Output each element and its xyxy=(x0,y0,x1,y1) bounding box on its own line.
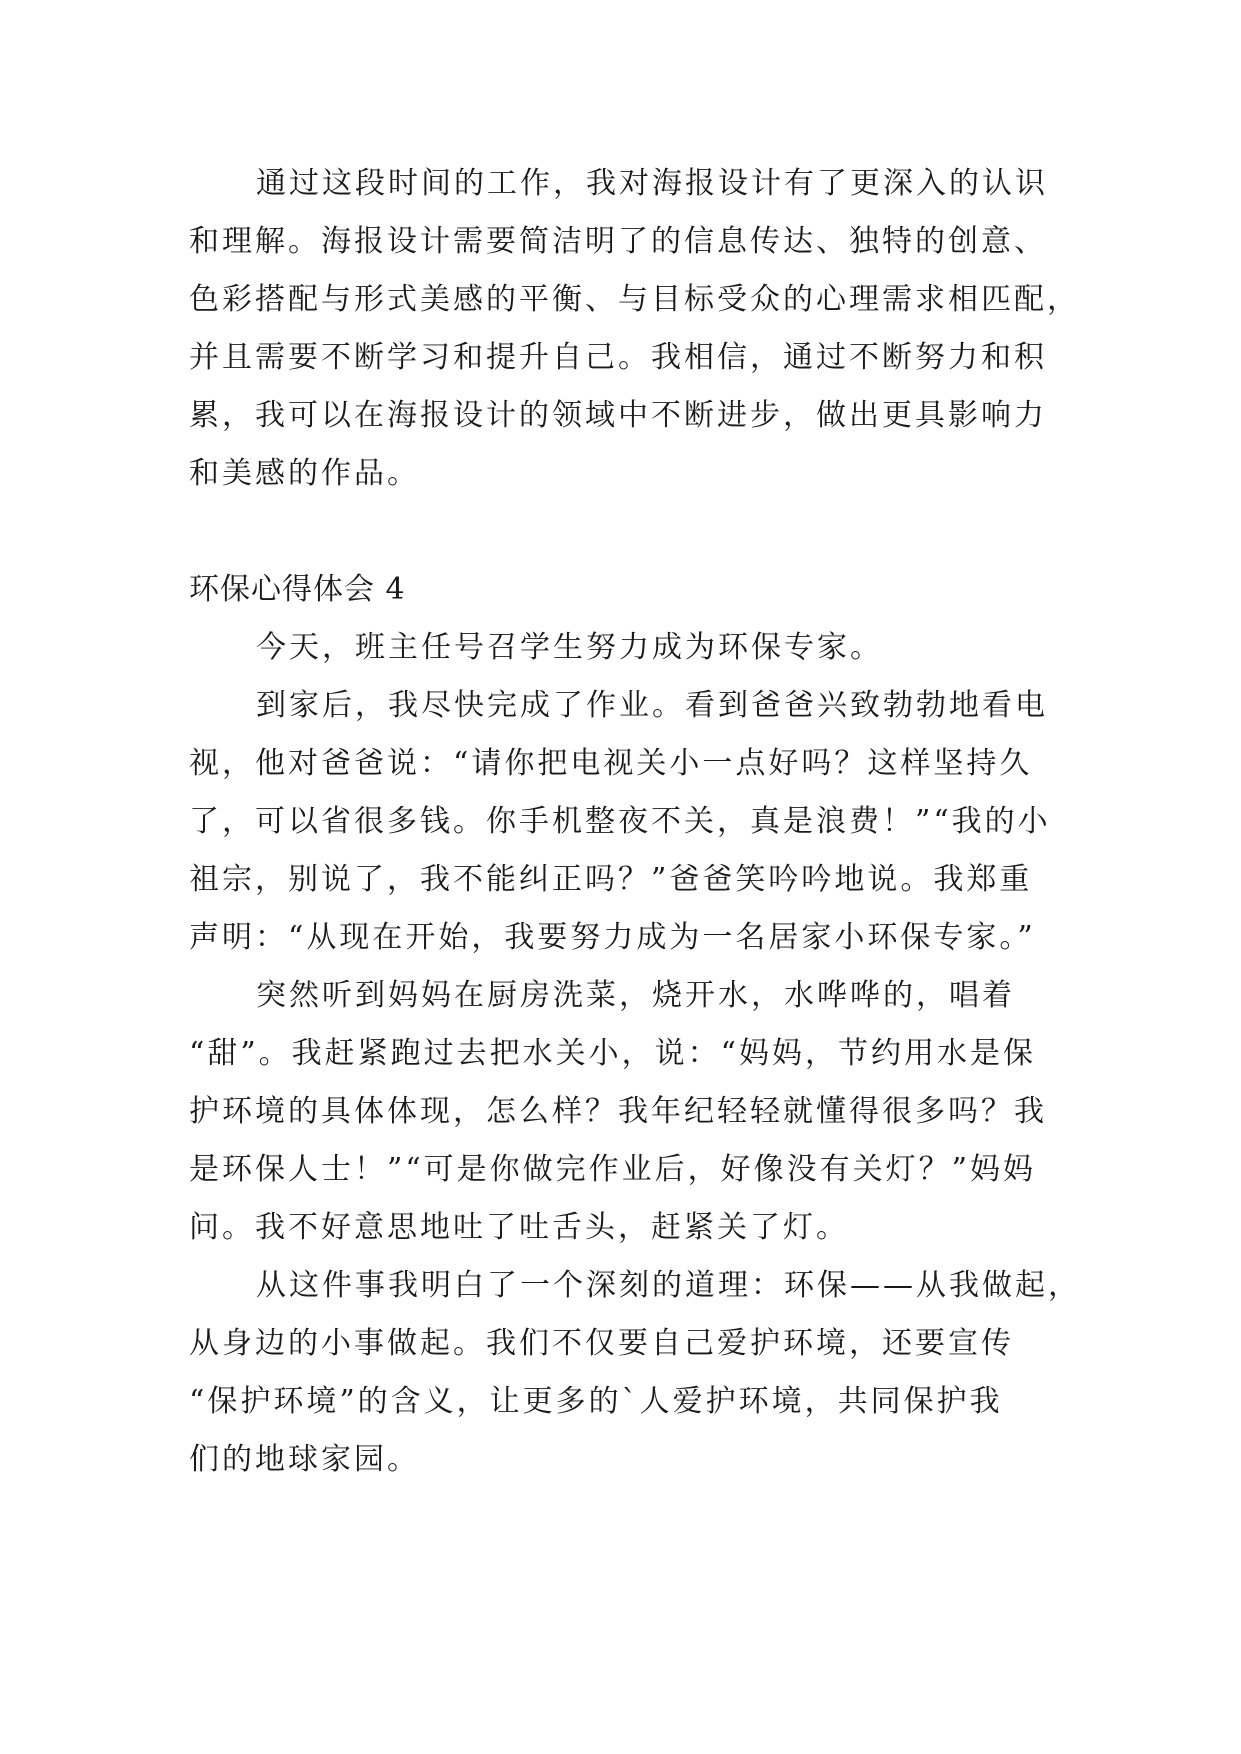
paragraph-mom-kitchen xyxy=(189,967,1079,1257)
text-line: 问。我不好意思地吐了吐舌头，赶紧关了灯。 xyxy=(189,1210,849,1245)
section-heading: 环保心得体会 4 xyxy=(189,572,406,607)
text-line: 视，他对爸爸说：“请你把电视关小一点好吗？这样坚持久 xyxy=(189,746,1033,781)
text-line: 色彩搭配与形式美感的平衡、与目标受众的心理需求相匹配， xyxy=(189,282,1080,317)
text-line: 们的地球家园。 xyxy=(189,1442,420,1477)
text-line: 和美感的作品。 xyxy=(189,456,420,491)
paragraph-poster-design-reflection xyxy=(189,155,1079,503)
paragraph-dad-tv xyxy=(189,677,1079,967)
text-line: 祖宗，别说了，我不能纠正吗？”爸爸笑吟吟地说。我郑重 xyxy=(189,862,1033,897)
text-line: 突然听到妈妈在厨房洗菜，烧开水，水哗哗的，唱着 xyxy=(256,978,1015,1013)
text-line: “保护环境”的含义，让更多的`人爱护环境，共同保护我 xyxy=(189,1384,1003,1419)
text-line: 今天，班主任号召学生努力成为环保专家。 xyxy=(256,630,883,665)
text-line: 是环保人士！”“可是你做完作业后，好像没有关灯？”妈妈 xyxy=(189,1152,1037,1187)
text-line: 护环境的具体体现，怎么样？我年纪轻轻就懂得很多吗？我 xyxy=(189,1094,1047,1129)
text-line: “甜”。我赶紧跑过去把水关小，说：“妈妈，节约用水是保 xyxy=(189,1036,1037,1071)
text-line: 从这件事我明白了一个深刻的道理：环保——从我做起， xyxy=(256,1268,1081,1303)
paragraph-gap xyxy=(189,503,1079,561)
text-line: 和理解。海报设计需要简洁明了的信息传达、独特的创意、 xyxy=(189,224,1047,259)
text-line: 累，我可以在海报设计的领域中不断进步，做出更具影响力 xyxy=(189,398,1047,433)
paragraph-class-teacher xyxy=(189,619,1079,677)
text-line: 从身边的小事做起。我们不仅要自己爱护环境，还要宣传 xyxy=(189,1326,1014,1361)
paragraph-conclusion xyxy=(189,1257,1079,1489)
text-line: 通过这段时间的工作，我对海报设计有了更深入的认识 xyxy=(256,166,1048,201)
text-line: 到家后，我尽快完成了作业。看到爸爸兴致勃勃地看电 xyxy=(256,688,1048,723)
text-line: 了，可以省很多钱。你手机整夜不关，真是浪费！”“我的小 xyxy=(189,804,1051,839)
text-line: 并且需要不断学习和提升自己。我相信，通过不断努力和积 xyxy=(189,340,1047,375)
text-line: 声明：“从现在开始，我要努力成为一名居家小环保专家。” xyxy=(189,920,1036,955)
document-body xyxy=(189,155,1079,1489)
